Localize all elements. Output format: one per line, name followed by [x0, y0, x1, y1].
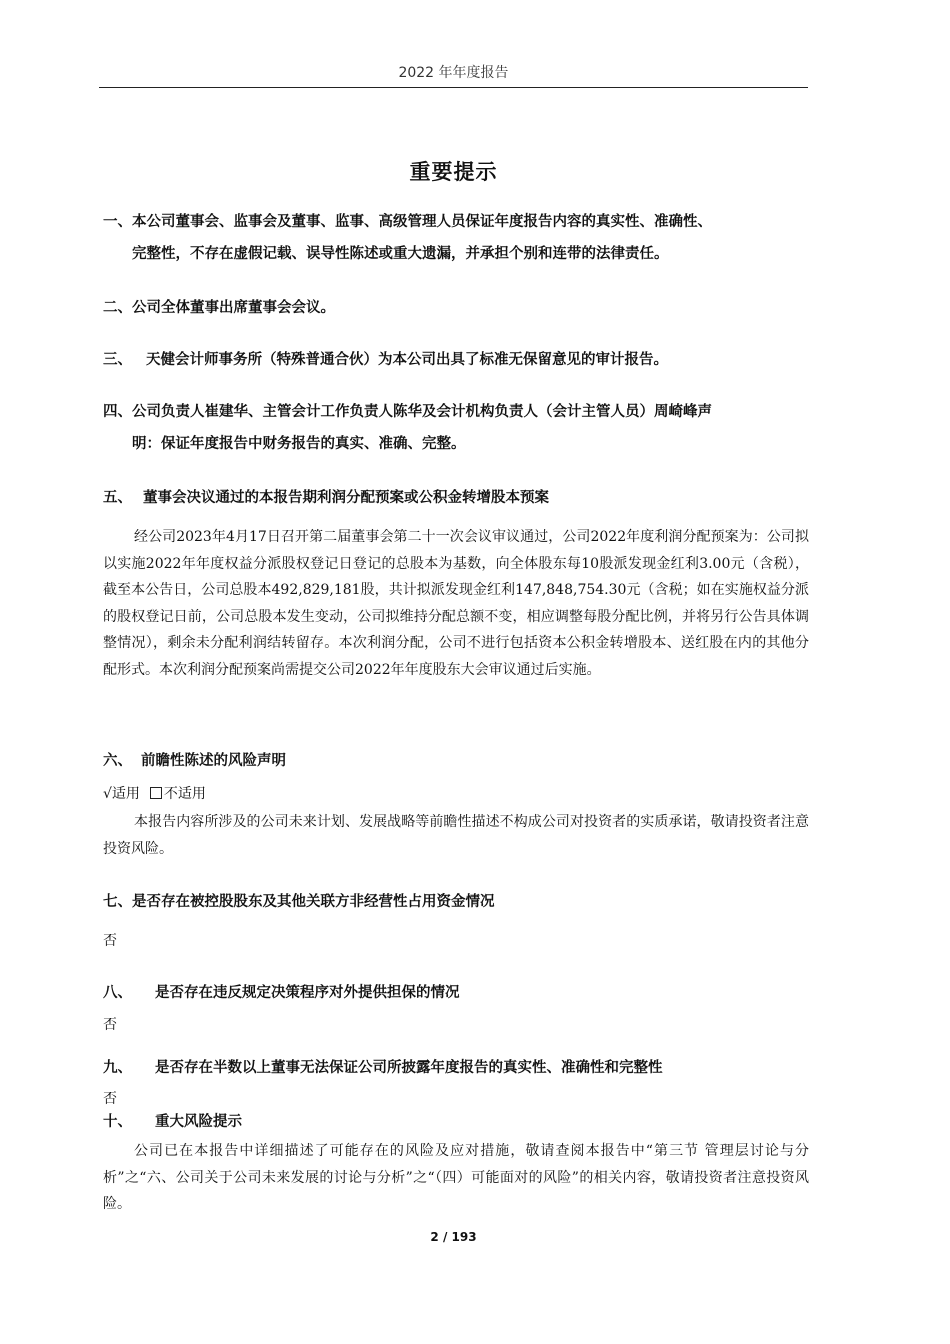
section-8-number: 八、 [103, 985, 132, 1001]
page-title: 重要提示 [409, 160, 498, 184]
section-3-number: 三、 [103, 352, 132, 368]
section-10-number: 十、 [103, 1114, 132, 1130]
section-9-heading [103, 1052, 813, 1084]
section-3-text: 天健会计师事务所（特殊普通合伙）为本公司出具了标准无保留意见的审计报告。 [146, 352, 668, 368]
section-1-number: 一、 [103, 214, 132, 230]
section-7-answer: 否 [103, 933, 117, 949]
section-9-answer: 否 [103, 1091, 117, 1107]
unchecked-box-icon [150, 787, 162, 799]
section-6-text: 前瞻性陈述的风险声明 [141, 753, 286, 769]
section-5-body: 经公司2023年4月17日召开第二届董事会第二十一次会议审议通过，公司2022年度利润分配预案为：公司拟以实施2022年年度权益分派股权登记日登记的总股本为基数，向全体股东每10股派发现金红利3.00元（含税），截至本公告日，公司总股本492,829,181股，共计拟派发现金红利147,848,754.30元（含税；如在实施权益分派的股权登记日前，公司总股本发生变动，公司拟维持分配总额不变，相应调整每股分配比例，并将另行公告具体调整情况），剩余未分配利润结转留存。本次利润分配，公司不进行包括资本公积金转增股本、送红股在内的其他分配形式。本次利润分配预案尚需提交公司2022年年度股东大会审议通过后实施。 [103, 529, 809, 678]
section-7-text: 是否存在被控股股东及其他关联方非经营性占用资金情况 [132, 894, 495, 910]
section-4-line2: 明：保证年度报告中财务报告的真实、准确、完整。 [132, 436, 466, 452]
section-6-heading [103, 745, 813, 777]
section-2-text: 公司全体董事出席董事会会议。 [132, 300, 335, 316]
section-6-body: 本报告内容所涉及的公司未来计划、发展战略等前瞻性描述不构成公司对投资者的实质承诺，敬请投资者注意投资风险。 [103, 814, 809, 857]
section-1 [103, 206, 813, 270]
section-1-line2: 完整性，不存在虚假记载、误导性陈述或重大遗漏，并承担个别和连带的法律责任。 [132, 246, 669, 262]
section-3 [103, 344, 813, 376]
section-4-line1: 公司负责人崔建华、主管会计工作负责人陈华及会计机构负责人（会计主管人员）周崎峰声 [132, 404, 712, 420]
section-2 [103, 292, 813, 324]
section-2-number: 二、 [103, 300, 132, 316]
section-1-line1: 本公司董事会、监事会及董事、监事、高级管理人员保证年度报告内容的真实性、准确性、 [132, 214, 712, 230]
section-8-text: 是否存在违反规定决策程序对外提供担保的情况 [155, 985, 460, 1001]
section-8-answer: 否 [103, 1017, 117, 1033]
option-not-applicable: 不适用 [163, 786, 206, 802]
section-7-number: 七、 [103, 894, 132, 910]
section-10-text: 重大风险提示 [155, 1114, 242, 1130]
section-9-text: 是否存在半数以上董事无法保证公司所披露年度报告的真实性、准确性和完整性 [155, 1060, 663, 1076]
applicability-options [103, 781, 206, 807]
section-5-heading [103, 482, 813, 514]
section-4-number: 四、 [103, 404, 132, 420]
section-10-heading [103, 1106, 813, 1138]
section-8-heading [103, 977, 813, 1009]
header-rule [99, 87, 808, 88]
section-6-number: 六、 [103, 753, 132, 769]
section-4 [103, 396, 813, 460]
section-9-number: 九、 [103, 1060, 132, 1076]
page-number: 2 / 193 [430, 1230, 477, 1244]
section-7-heading [103, 886, 813, 918]
option-applicable: √适用 [103, 786, 140, 802]
running-header: 2022 年年度报告 [398, 65, 509, 81]
section-5-number: 五、 [103, 490, 132, 506]
section-10-body: 公司已在本报告中详细描述了可能存在的风险及应对措施，敬请查阅本报告中“第三节 管理层讨论与分析”之“六、公司关于公司未来发展的讨论与分析”之“（四）可能面对的风险”的相关内容，敬请投资者注意投资风险。 [103, 1143, 809, 1212]
section-5-text: 董事会决议通过的本报告期利润分配预案或公积金转增股本预案 [143, 490, 549, 506]
